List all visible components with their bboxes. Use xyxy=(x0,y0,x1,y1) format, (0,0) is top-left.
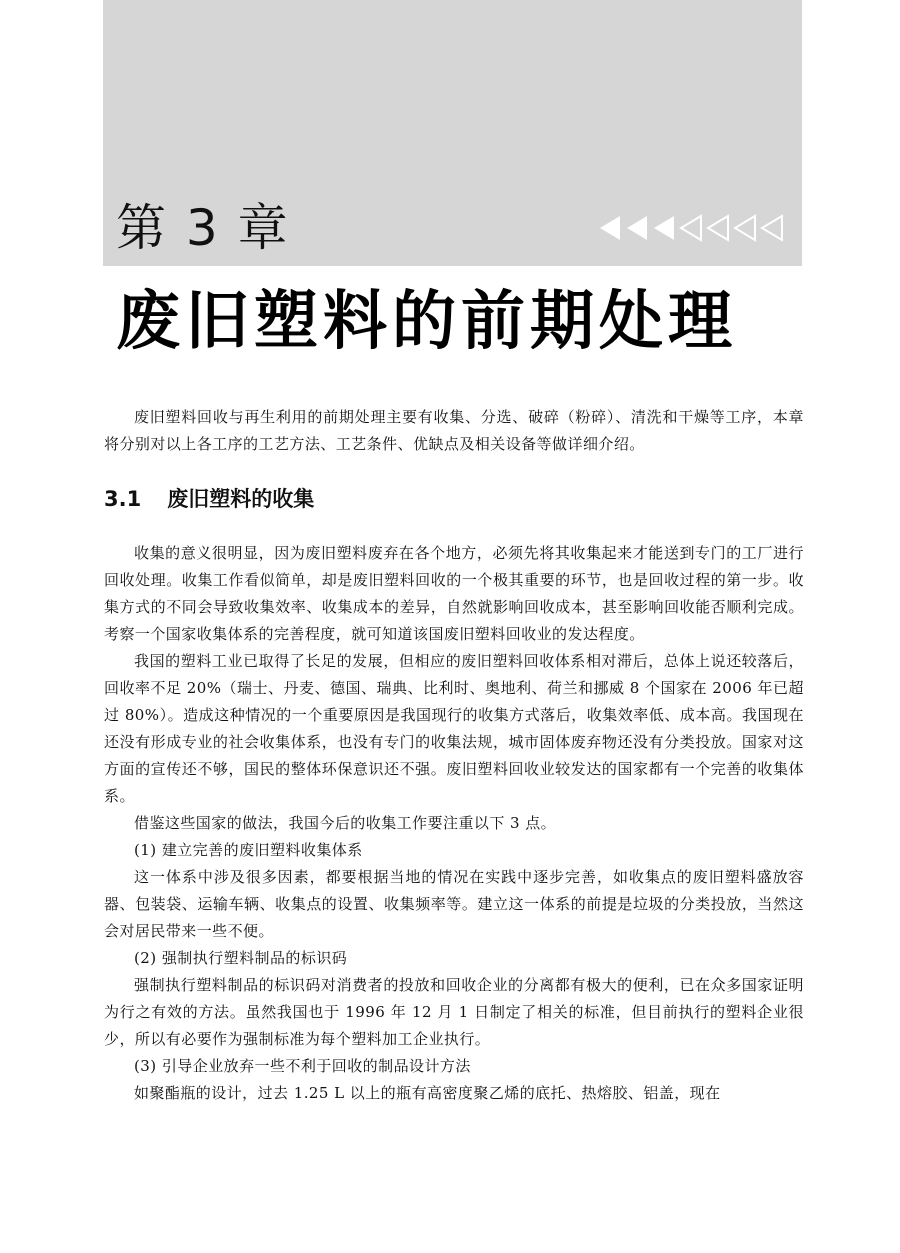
outline-arrow-icon xyxy=(706,213,730,243)
section-heading xyxy=(104,481,314,517)
solid-arrow-icon xyxy=(625,213,649,243)
intro-paragraph: 废旧塑料回收与再生利用的前期处理主要有收集、分选、破碎（粉碎）、清洗和干燥等工序，本章将分别对以上各工序的工艺方法、工艺条件、优缺点及相关设备等做详细介绍。 xyxy=(104,408,804,453)
body-paragraph: 这一体系中涉及很多因素，都要根据当地的情况在实践中逐步完善，如收集点的废旧塑料盛放容器、包装袋、运输车辆、收集点的设置、收集频率等。建立这一体系的前提是垃圾的分类投放，当然这会对居民带来一些不便。 xyxy=(104,868,804,940)
list-item-heading: (3) 引导企业放弃一些不利于回收的制品设计方法 xyxy=(134,1057,471,1075)
solid-arrow-icon xyxy=(652,213,676,243)
section-title: 废旧塑料的收集 xyxy=(167,486,315,511)
solid-arrow-icon xyxy=(598,213,622,243)
chapter-title: 废旧塑料的前期处理 xyxy=(116,285,737,359)
chapter-arrow-decoration xyxy=(598,210,784,246)
body-paragraph: 收集的意义很明显，因为废旧塑料废弃在各个地方，必须先将其收集起来才能送到专门的工厂进行回收处理。收集工作看似简单，却是废旧塑料回收的一个极其重要的环节，也是回收过程的第一步。收集方式的不同会导致收集效率、收集成本的差异，自然就影响回收成本，甚至影响回收能否顺利完成。考察一个国家收集体系的完善程度，就可知道该国废旧塑料回收业的发达程度。 xyxy=(104,544,804,643)
body-paragraph: 强制执行塑料制品的标识码对消费者的投放和回收企业的分离都有极大的便利，已在众多国家证明为行之有效的方法。虽然我国也于 1996 年 12 月 1 日制定了相关的标准，但目前执行的塑料企业很少，所以有必要作为强制标准为每个塑料加工企业执行。 xyxy=(104,976,804,1048)
chapter-number: 第 3 章 xyxy=(116,199,290,257)
outline-arrow-icon xyxy=(733,213,757,243)
body-paragraph: 我国的塑料工业已取得了长足的发展，但相应的废旧塑料回收体系相对滞后，总体上说还较落后，回收率不足 20%（瑞士、丹麦、德国、瑞典、比利时、奥地利、荷兰和挪威 8 个国家在 2006 年已超过 80%）。造成这种情况的一个重要原因是我国现行的收集方式落后，收集效率低、成本高。我国现在还没有形成专业的社会收集体系，也没有专门的收集法规，城市固体废弃物还没有分类投放。国家对这方面的宣传还不够，国民的整体环保意识还不强。废旧塑料回收业较发达的国家都有一个完善的收集体系。 xyxy=(104,652,804,805)
outline-arrow-icon xyxy=(679,213,703,243)
section-body xyxy=(104,540,804,1107)
body-paragraph: 如聚酯瓶的设计，过去 1.25 L 以上的瓶有高密度聚乙烯的底托、热熔胶、铝盖，现在 xyxy=(134,1084,721,1102)
body-paragraph: 借鉴这些国家的做法，我国今后的收集工作要注重以下 3 点。 xyxy=(134,814,557,832)
list-item-heading: (2) 强制执行塑料制品的标识码 xyxy=(134,949,348,967)
intro-block xyxy=(104,404,804,458)
section-number: 3.1 xyxy=(104,487,142,511)
list-item-heading: (1) 建立完善的废旧塑料收集体系 xyxy=(134,841,363,859)
outline-arrow-icon xyxy=(760,213,784,243)
